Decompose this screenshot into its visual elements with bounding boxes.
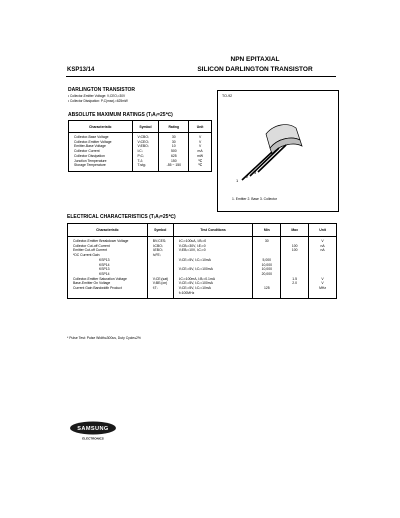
features-title: DARLINGTON TRANSISTOR — [68, 87, 136, 93]
feature-item: • Collector-Emitter Voltage: V₍CEO₎=30V — [68, 94, 126, 98]
cell: mA — [197, 149, 203, 154]
cell: Collector Dissipation — [74, 153, 105, 158]
cell: 2.0 — [292, 281, 298, 286]
cell: I₍C₎=100uA, I₍B₎=0 — [178, 239, 207, 243]
cell: Collector-Emitter Breakdown Voltage — [73, 239, 129, 243]
cell: V₍EB₎=10V, I₍C₎=0 — [178, 248, 206, 253]
cell: 150 — [170, 158, 177, 163]
electrical-header-row — [68, 224, 337, 237]
cell: 500 — [170, 149, 177, 154]
cell: V₍CE₎=5V, I₍C₎=100mA — [178, 281, 213, 286]
cell: V₍CBO₎ — [137, 135, 149, 139]
cell: I₍EBO₎ — [152, 248, 163, 253]
cell: V₍CE₎=5V, I₍C₎=100mA — [178, 267, 213, 272]
cell: Emitter Cut-off Current — [73, 248, 108, 253]
cell: Collector-Base Voltage — [74, 135, 109, 139]
cell: Collector Current — [74, 149, 100, 154]
cell: V₍CB₎=30V, I₍E₎=0 — [178, 243, 206, 248]
electrical-table — [67, 223, 337, 299]
cell: 20,000 — [261, 271, 272, 276]
title-line-1: NPN EPITAXIAL — [230, 56, 280, 63]
col-header: Symbol — [147, 224, 173, 237]
cell: Collector-Emitter Voltage — [74, 139, 112, 144]
cell: T₍stg₎ — [137, 163, 146, 168]
cell: KSP13 — [99, 267, 110, 272]
package-caption: 1. Emitter 2. Base 3. Collector — [232, 197, 278, 201]
cell: 10 — [171, 144, 176, 149]
cell: f=100MHz — [178, 290, 195, 295]
cell: V₍CE₎(sat) — [152, 276, 169, 281]
cell: 5,000 — [262, 257, 272, 262]
feature-item: • Collector Dissipation: P₍C(max)₎=625mW — [68, 99, 128, 103]
cell: T₍J₎ — [137, 158, 143, 163]
cell: 100 — [291, 243, 298, 248]
cell: V — [198, 139, 202, 144]
cell: 100 — [291, 248, 298, 253]
abs-max-title: ABSOLUTE MAXIMUM RATINGS (T₍A₎=25℃) — [68, 112, 173, 118]
cell: f₍T₎ — [152, 286, 158, 291]
part-number: KSP13/14 — [67, 67, 95, 73]
logo-brand: SAMSUNG — [77, 426, 109, 432]
cell: V — [198, 144, 202, 149]
cell: 30 — [171, 135, 176, 139]
col-header: Min — [253, 224, 281, 237]
cell: -55 ~ 150 — [166, 163, 181, 168]
rating-column — [159, 133, 189, 172]
title-line-2: SILICON DARLINGTON TRANSISTOR — [197, 66, 313, 73]
cell: 625 — [170, 153, 177, 158]
samsung-logo — [68, 420, 118, 444]
abs-max-body — [69, 133, 212, 172]
cell: KSP14 — [99, 262, 110, 267]
footnote: * Pulse Test: Pulse Width≤300us, Duty Cycle≤2% — [67, 336, 141, 340]
cell: BV₍CES₎ — [152, 239, 166, 243]
abs-max-header-row — [69, 121, 212, 133]
cell: I₍CBO₎ — [152, 243, 163, 248]
cell: 10,000 — [261, 267, 272, 272]
cell: P₍C₎ — [137, 153, 144, 158]
cell: 30 — [171, 139, 176, 144]
col-header: Symbol — [132, 121, 159, 133]
cell: KSP13 — [99, 257, 110, 262]
electrical-body — [68, 237, 337, 299]
characteristic-column — [68, 237, 148, 299]
symbol-column — [147, 237, 173, 299]
cell: nA — [320, 248, 325, 253]
symbol-column — [132, 133, 159, 172]
col-header: Characteristic — [69, 121, 133, 133]
cell: V₍CE₎=5V, I₍C₎=10mA — [178, 257, 211, 262]
cell: Base-Emitter On Voltage — [73, 281, 111, 286]
col-header: Unit — [309, 224, 337, 237]
cell: V₍EBO₎ — [137, 144, 149, 149]
unit-column — [309, 237, 337, 299]
cell: 125 — [263, 286, 270, 291]
cell: Collector Cut-off Current — [73, 243, 110, 248]
cell: Current Gain Bandwidth Product — [73, 286, 122, 291]
package-label: TO-92 — [222, 94, 233, 98]
min-column — [253, 237, 281, 299]
cell: ℃ — [198, 158, 202, 163]
cell: mW — [197, 153, 204, 158]
svg-text:3: 3 — [254, 170, 257, 175]
characteristic-column — [69, 133, 133, 172]
cell: V₍CEO₎ — [137, 139, 149, 144]
svg-text:1: 1 — [236, 178, 239, 183]
cell: nA — [320, 243, 325, 248]
cell: V — [321, 239, 324, 243]
col-header: Test Conditions — [173, 224, 253, 237]
cell: *DC Current Gain — [73, 253, 100, 258]
col-header: Rating — [159, 121, 189, 133]
cell: I₍C₎ — [137, 149, 143, 154]
cell: 30 — [264, 239, 269, 243]
svg-text:2: 2 — [246, 174, 249, 179]
cell: V — [198, 135, 202, 139]
cell: h₍FE₎ — [152, 253, 161, 258]
test-conditions-column — [173, 237, 253, 299]
cell: V — [321, 276, 324, 281]
cell: 10,000 — [261, 262, 272, 267]
abs-max-table — [68, 120, 212, 172]
cell: ℃ — [198, 163, 202, 168]
max-column — [281, 237, 309, 299]
header-rule — [66, 76, 336, 77]
logo-sub: ELECTRONICS — [82, 436, 104, 441]
cell: Collector-Emitter Saturation Voltage — [73, 276, 127, 281]
cell: Emitter-Base Voltage — [74, 144, 106, 149]
to92-package-drawing — [226, 110, 326, 190]
col-header: Max — [281, 224, 309, 237]
cell: V₍BE₎(on) — [152, 281, 168, 286]
col-header: Unit — [189, 121, 212, 133]
cell: MHz — [319, 286, 327, 291]
col-header: Characteristic — [68, 224, 148, 237]
cell: I₍C₎=100mA, I₍B₎=0.1mA — [178, 276, 216, 281]
cell: V — [321, 281, 324, 286]
cell: 1.5 — [292, 276, 298, 281]
cell: KSP14 — [99, 271, 110, 276]
cell: V₍CE₎=5V, I₍C₎=10mA — [178, 286, 211, 291]
cell: Junction Temperature — [74, 158, 107, 163]
electrical-title: ELECTRICAL CHARACTERISTICS (T₍A₎=25℃) — [67, 214, 176, 220]
unit-column — [189, 133, 212, 172]
cell: Storage Temperature — [74, 163, 106, 168]
